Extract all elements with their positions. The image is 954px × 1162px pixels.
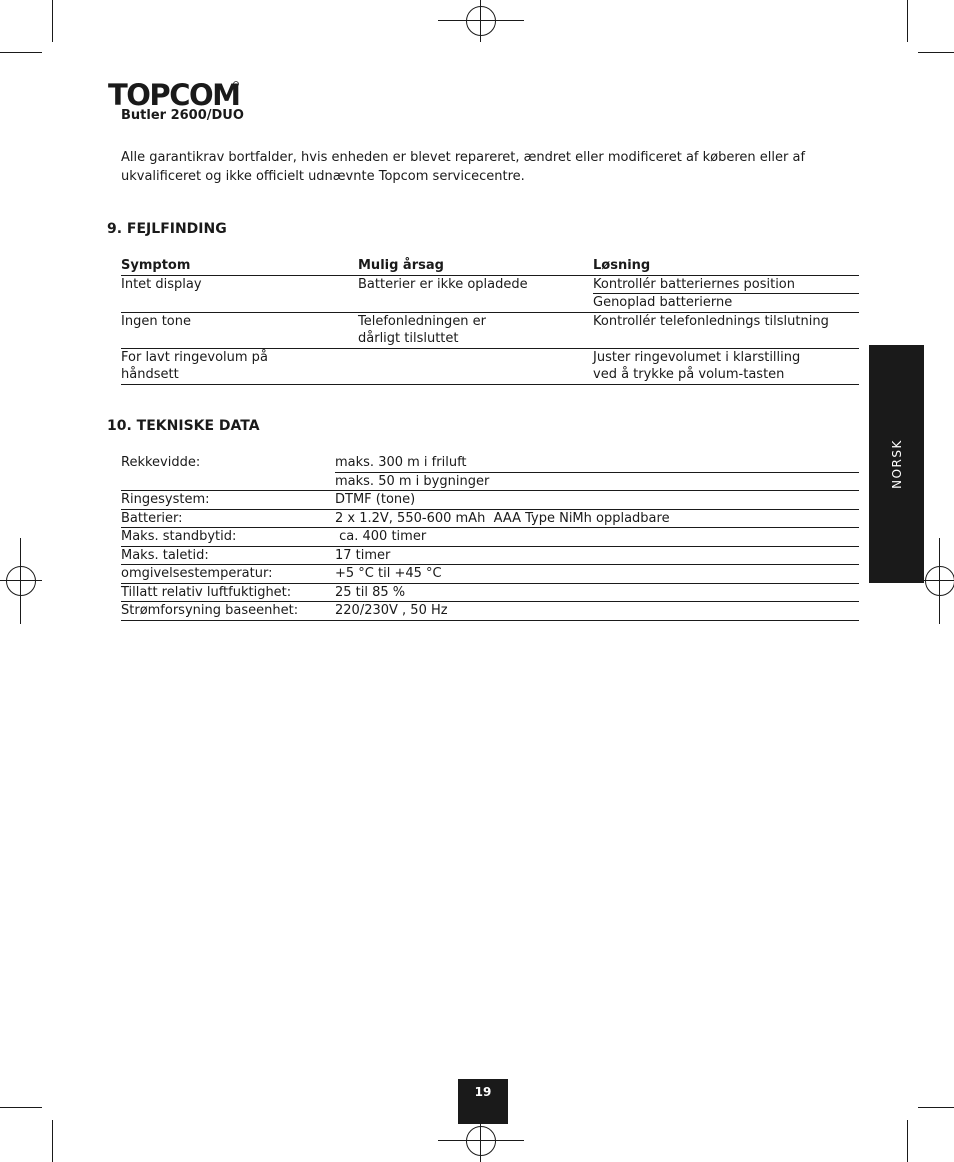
cell-symptom: Ingen tone (121, 313, 191, 329)
table-row (121, 509, 859, 528)
column-header-cause: Mulig årsag (358, 257, 593, 275)
spec-value: DTMF (tone) (335, 491, 859, 510)
table-row (121, 330, 859, 348)
cell-symptom: håndsett (121, 366, 358, 384)
cell-solution: ved å trykke på volum-tasten (593, 366, 859, 384)
table-row (121, 472, 859, 491)
spec-value: maks. 300 m i friluft (335, 454, 859, 472)
crop-mark (918, 1107, 954, 1108)
registration-line (480, 1120, 481, 1162)
crop-mark (907, 1120, 908, 1162)
cell-cause: Batterier er ikke opladede (358, 276, 528, 292)
registration-line (20, 538, 21, 624)
spec-label: Ringesystem: (121, 491, 335, 510)
registration-line (0, 580, 42, 581)
registration-line (438, 1140, 524, 1141)
spec-label: omgivelsestemperatur: (121, 565, 335, 584)
table-row (121, 348, 859, 366)
spec-label: Maks. standbytid: (121, 528, 335, 547)
spec-label: Batterier: (121, 509, 335, 528)
svg-text:TOPCOM: TOPCOM (108, 78, 240, 108)
spec-label: Rekkevidde: (121, 455, 201, 470)
crop-mark (918, 52, 954, 53)
cell-solution: Kontrollér telefonlednings tilslutning (593, 313, 829, 329)
spec-value: 220/230V , 50 Hz (335, 602, 859, 621)
cell-cause: dårligt tilsluttet (358, 330, 593, 348)
spec-value: ca. 400 timer (335, 528, 859, 547)
crop-mark (0, 52, 42, 53)
spec-label: Tillatt relativ luftfuktighet: (121, 583, 335, 602)
spec-value: +5 °C til +45 °C (335, 565, 859, 584)
language-tab-label: NORSK (889, 439, 904, 489)
troubleshooting-table (121, 257, 859, 385)
registration-line (480, 0, 481, 42)
table-row (121, 294, 859, 313)
spec-value: 25 til 85 % (335, 583, 859, 602)
technical-data-table (121, 454, 859, 621)
cell-symptom (121, 294, 358, 313)
table-row (121, 312, 859, 330)
table-row (121, 528, 859, 547)
language-tab (869, 345, 924, 583)
topcom-logo (108, 78, 248, 108)
table-row (121, 491, 859, 510)
table-row (121, 602, 859, 621)
registration-mark (466, 1126, 496, 1156)
cell-solution: Genoplad batterierne (593, 294, 859, 313)
cell-cause: Telefonledningen er (358, 313, 487, 329)
table-header-row (121, 257, 859, 275)
spec-label: Strømforsyning baseenhet: (121, 602, 335, 621)
cell-cause (358, 294, 593, 313)
registration-line (939, 538, 940, 624)
cell-solution: Juster ringevolumet i klarstilling (593, 349, 801, 365)
spec-value: 2 x 1.2V, 550-600 mAh AAA Type NiMh oppladbare (335, 509, 859, 528)
column-header-symptom: Symptom (121, 257, 358, 275)
cell-cause (358, 366, 593, 384)
model-name: Butler 2600/DUO (121, 108, 244, 123)
crop-mark (52, 0, 53, 42)
crop-mark (0, 1107, 42, 1108)
table-row (121, 583, 859, 602)
cell-symptom: For lavt ringevolum på (121, 349, 268, 365)
section-heading-technical-data: 10. TEKNISKE DATA (107, 418, 260, 434)
column-header-solution: Løsning (593, 257, 859, 275)
warranty-notice: Alle garantikrav bortfalder, hvis enheden er blevet repareret, ændret eller modificeret af køberen eller af ukvalificeret og ikke officielt udnævnte Topcom servicecentre. (121, 150, 806, 184)
registration-mark (6, 566, 36, 596)
cell-symptom (121, 330, 358, 348)
crop-mark (52, 1120, 53, 1162)
spec-label: Maks. taletid: (121, 546, 335, 565)
page-number: 19 (458, 1079, 508, 1124)
spec-label (121, 472, 335, 491)
registration-mark (466, 6, 496, 36)
cell-cause (358, 348, 593, 366)
registration-line (438, 20, 524, 21)
spec-value: maks. 50 m i bygninger (335, 472, 859, 491)
cell-solution: Kontrollér batteriernes position (593, 275, 859, 294)
table-row (121, 565, 859, 584)
spec-value: 17 timer (335, 546, 859, 565)
table-row (121, 275, 859, 294)
table-row (121, 366, 859, 384)
cell-solution (593, 330, 859, 348)
cell-symptom: Intet display (121, 276, 202, 292)
crop-mark (907, 0, 908, 42)
table-row (121, 454, 859, 472)
table-row (121, 546, 859, 565)
section-heading-troubleshooting: 9. FEJLFINDING (107, 221, 227, 237)
